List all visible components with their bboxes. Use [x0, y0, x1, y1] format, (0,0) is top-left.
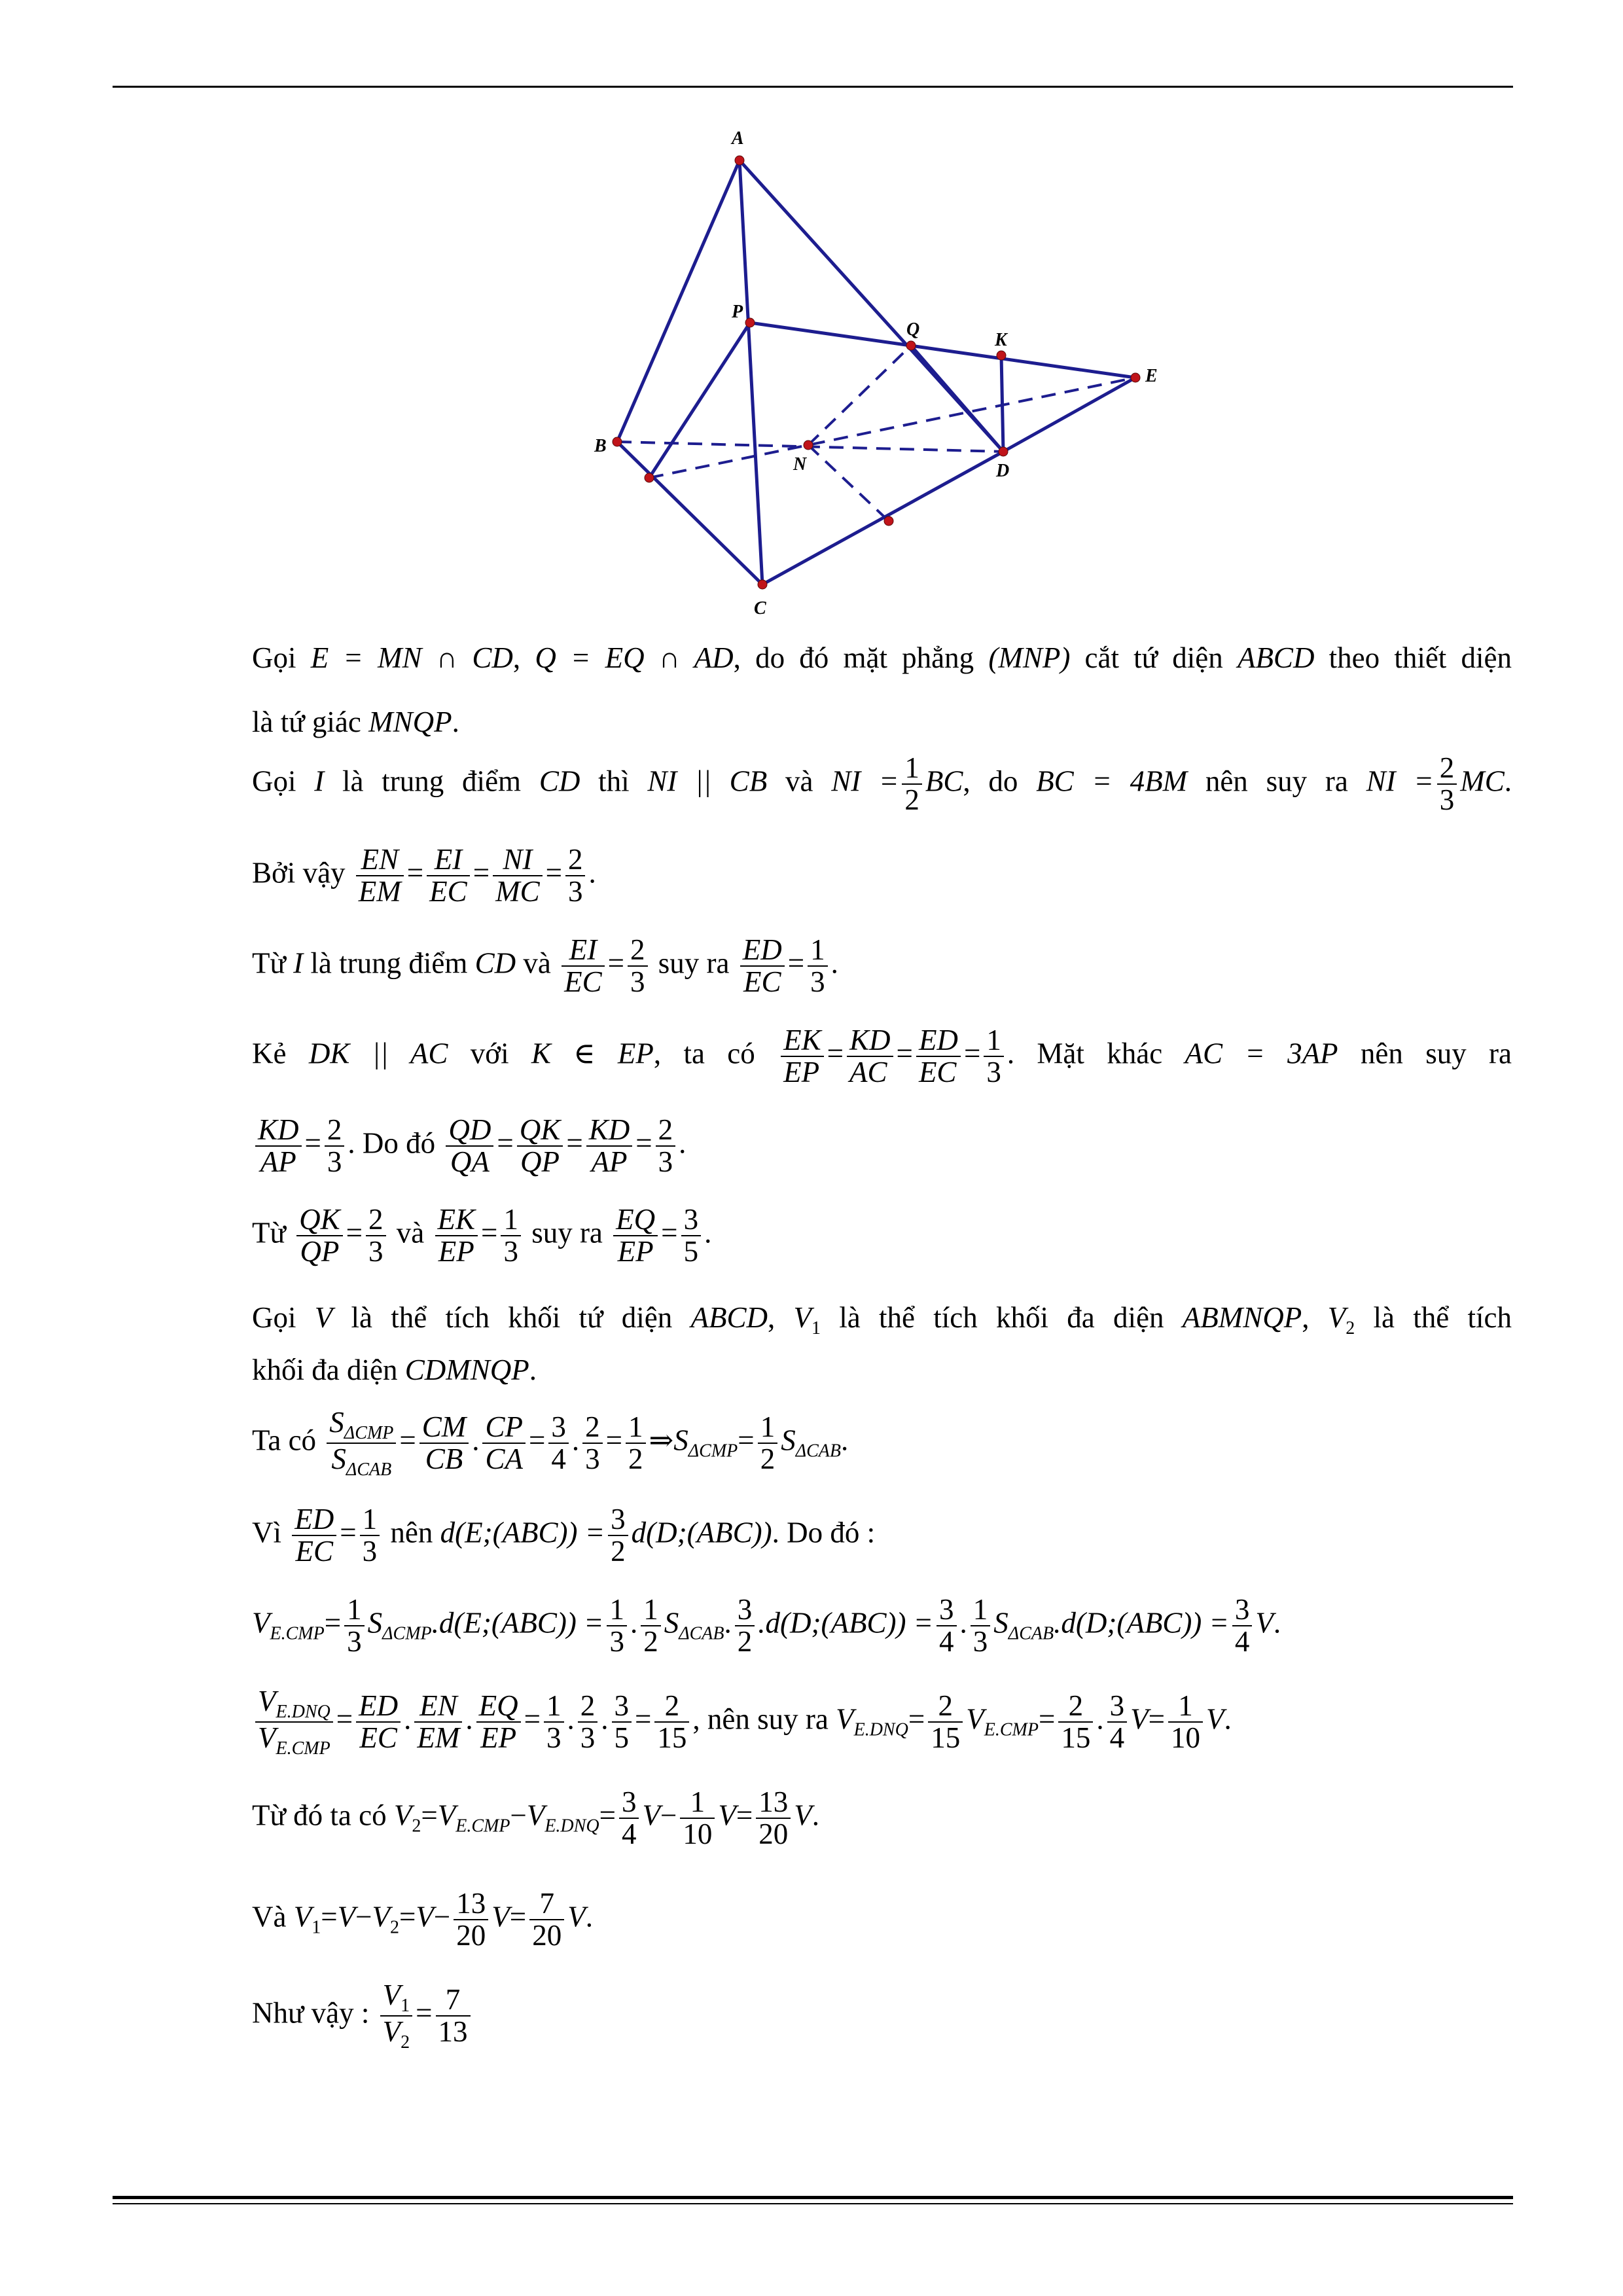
point-a	[735, 156, 744, 165]
bottom-rule-thick	[113, 2196, 1513, 2199]
label-d: D	[996, 461, 1010, 481]
point-p	[745, 318, 755, 327]
line-16: Và $V_1=V-V_2=V-$ $\frac{13}{20}$ V= $\frac{7}{20}$ V.	[252, 1887, 593, 1952]
point-b	[613, 437, 622, 446]
point-i	[884, 516, 893, 526]
label-c: C	[754, 598, 766, 619]
line-13: $V_{E.CMP}=$ $\frac{1}{3}$ $S_{\Delta CMP}.d(E;(ABC))$ = $\frac{1}{3}$ . $\frac{1}{2}$ $S_{\Delta CAB}$. $\frac{3}{2}$ .d(D;(ABC)) = $\frac{3}{4}$ . $\frac{1}{3}$ $S_{\Delta CAB}.d(D;(ABC))$ = $\frac{3}{4}$ V.	[252, 1593, 1281, 1659]
tetrahedron-figure	[576, 118, 1165, 628]
line-6: Kẻ DK || AC với K ∈ EP, ta có $\frac{EK}{EP}$ = $\frac{KD}{AC}$ = $\frac{ED}{EC}$ = $\frac{1}{3}$ . Mặt khác AC = 3AP nên suy ra	[252, 1024, 1512, 1089]
edge-de	[1003, 378, 1135, 452]
line-17: Như vậy : $\frac{V_1}{V_2}$ = $\frac{7}{13}$	[252, 1980, 1512, 2053]
edge-pm	[649, 323, 750, 478]
point-n	[804, 440, 813, 450]
edge-ab	[617, 160, 740, 442]
label-q: Q	[906, 319, 920, 340]
edge-qd	[911, 346, 1003, 452]
point-m	[645, 473, 654, 482]
line-12: Vì $\frac{ED}{EC}$ = $\frac{1}{3}$ nên d(E;(ABC)) = $\frac{3}{2}$ d(D;(ABC)). Do đó :	[252, 1503, 876, 1568]
point-c	[758, 580, 767, 589]
line-3: Gọi I là trung điểm CD thì NI || CB và NI = $\frac{1}{2}$ BC, do BC = 4BM nên suy ra NI = $\frac{2}{3}$ MC.	[252, 751, 1512, 817]
line-4: Bởi vậy $\frac{EN}{EM}$ = $\frac{EI}{EC}$ = $\frac{NI}{MC}$ = $\frac{2}{3}$ .	[252, 843, 596, 908]
bottom-rule-thin	[113, 2203, 1513, 2204]
top-rule	[113, 86, 1513, 88]
line-11: Ta có $S_{\Delta CMP}$ $S_{\Delta CAB}$ = $\frac{CM}{CB}$ . $\frac{CP}{CA}$ = $\frac{3}{4}$ . $\frac{2}{3}$ = $\frac{1}{2}$ $\Rightarrow S_{\Delta CMP}=$ $\frac{1}{2}$ $S_{\Delta CAB}$.	[252, 1406, 849, 1480]
point-e	[1131, 373, 1140, 382]
line-2: là tứ giác MNQP.	[252, 706, 459, 738]
label-k: K	[995, 330, 1007, 350]
point-q	[906, 341, 916, 350]
line-9: Gọi V là thể tích khối tứ diện ABCD, $V_1$ là thể tích khối đa diện ABMNQP, $V_2$ là thể tích	[252, 1301, 1512, 1338]
line-8: Từ $\frac{QK}{QP}$ = $\frac{2}{3}$ và $\frac{EK}{EP}$ = $\frac{1}{3}$ suy ra $\frac{EQ}{EP}$ = $\frac{3}{5}$ .	[252, 1203, 712, 1268]
dash-nq	[808, 346, 911, 445]
label-b: B	[594, 436, 607, 456]
line-1: Gọi E = MN ∩ CD, Q = EQ ∩ AD, do đó mặt phẳng (MNP) cắt tứ diện ABCD theo thiết diện	[252, 641, 1512, 674]
line-7: $\frac{KD}{AP}$ = $\frac{2}{3}$ . Do đó $\frac{QD}{QA}$ = $\frac{QK}{QP}$ = $\frac{KD}{AP}$ = $\frac{2}{3}$ .	[252, 1115, 1512, 1178]
line-15: Từ đó ta có $V_2=V_{E.CMP}-V_{E.DNQ}=$ $\frac{3}{4}$ V− $\frac{1}{10}$ V= $\frac{13}{20}$ V.	[252, 1785, 819, 1851]
line-5: Từ I là trung điểm CD và $\frac{EI}{EC}$ = $\frac{2}{3}$ suy ra $\frac{ED}{EC}$ = $\frac{1}{3}$ .	[252, 933, 838, 999]
dash-me	[649, 378, 1135, 478]
label-p: P	[732, 302, 743, 322]
label-a: A	[732, 128, 744, 149]
label-n: N	[793, 454, 807, 475]
point-d	[999, 447, 1008, 456]
edge-pe	[750, 323, 1135, 378]
line-14: $V_{E.DNQ}$ $V_{E.CMP}$ = $\frac{ED}{EC}$ . $\frac{EN}{EM}$ . $\frac{EQ}{EP}$ = $\frac{1}{3}$ . $\frac{2}{3}$ . $\frac{3}{5}$ = $\frac{2}{15}$ , nên suy ra $V_{E.DNQ}=$ $\frac{2}{15}$ $V_{E.CMP}=$ $\frac{2}{15}$ . $\frac{3}{4}$ V= $\frac{1}{10}$ V.	[252, 1686, 1512, 1759]
dash-ni	[808, 445, 889, 521]
edge-bc	[617, 442, 762, 584]
label-e: E	[1145, 366, 1158, 386]
edge-ac	[740, 160, 762, 584]
point-k	[997, 351, 1006, 360]
line-10: khối đa diện CDMNQP.	[252, 1354, 537, 1386]
edge-kd	[1001, 355, 1003, 452]
